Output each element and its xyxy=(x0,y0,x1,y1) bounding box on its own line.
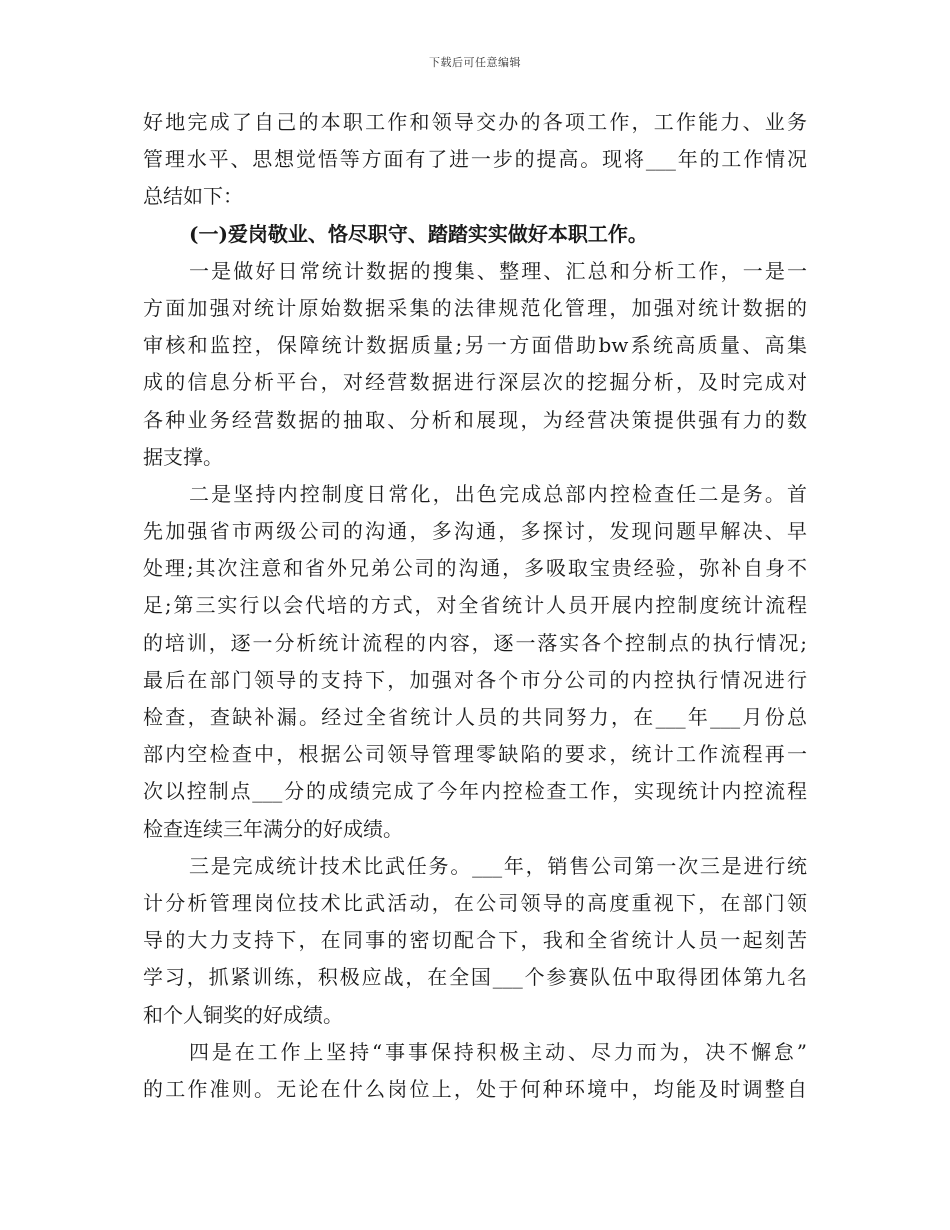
document-body xyxy=(143,104,807,1108)
paragraph-line: 四是在工作上坚持“事事保持积极主动、尽力而为，决不懈怠” xyxy=(189,1039,807,1064)
paragraph-line: 方面加强对统计原始数据采集的法律规范化管理，加强对统计数据的 xyxy=(143,295,807,320)
paragraph-line: 成的信息分析平台，对经营数据进行深层次的挖掘分析，及时完成对 xyxy=(143,370,807,395)
section-heading-line: (一)爱岗敬业、恪尽职守、踏踏实实做好本职工作。 xyxy=(189,221,648,246)
paragraph-line: 各种业务经营数据的抽取、分析和展现，为经营决策提供强有力的数 xyxy=(143,407,807,432)
paragraph-line: 一是做好日常统计数据的搜集、整理、汇总和分析工作，一是一 xyxy=(189,258,807,283)
paragraph-line: 导的大力支持下，在同事的密切配合下，我和全省统计人员一起刻苦 xyxy=(143,928,807,953)
paragraph-line: 学习，抓紧训练，积极应战，在全国___个参赛队伍中取得团体第九名 xyxy=(143,965,807,990)
paragraph-line: 足;第三实行以会代培的方式，对全省统计人员开展内控制度统计流程 xyxy=(143,593,807,618)
page-header: 下载后可任意编辑 xyxy=(429,56,521,69)
paragraph-line: 计分析管理岗位技术比武活动，在公司领导的高度重视下，在部门领 xyxy=(143,890,807,915)
paragraph-line: 好地完成了自己的本职工作和领导交办的各项工作，工作能力、业务 xyxy=(143,110,807,134)
paragraph-line: 部内空检查中，根据公司领导管理零缺陷的要求，统计工作流程再一 xyxy=(143,742,807,767)
paragraph-line: 处理;其次注意和省外兄弟公司的沟通，多吸取宝贵经验，弥补自身不 xyxy=(143,556,807,581)
paragraph-line: 的培训，逐一分析统计流程的内容，逐一落实各个控制点的执行情况; xyxy=(143,630,807,655)
paragraph-line: 二是坚持内控制度日常化，出色完成总部内控检查任二是务。首 xyxy=(189,481,807,506)
paragraph-line: 和个人铜奖的好成绩。 xyxy=(143,1002,343,1027)
paragraph-line: 先加强省市两级公司的沟通，多沟通，多探讨，发现问题早解决、早 xyxy=(143,519,807,544)
paragraph-line: 三是完成统计技术比武任务。___年，销售公司第一次三是进行统 xyxy=(189,853,807,878)
paragraph-line: 审核和监控，保障统计数据质量;另一方面借助bw系统高质量、高集 xyxy=(143,333,807,358)
paragraph-line: 检查，查缺补漏。经过全省统计人员的共同努力，在___年___月份总 xyxy=(143,705,807,729)
paragraph-line: 总结如下： xyxy=(143,184,243,209)
paragraph-line: 最后在部门领导的支持下，加强对各个市分公司的内控执行情况进行 xyxy=(143,667,807,692)
paragraph-line: 次以控制点___分的成绩完成了今年内控检查工作，实现统计内控流程 xyxy=(143,779,807,804)
paragraph-line: 管理水平、思想觉悟等方面有了进一步的提高。现将___年的工作情况 xyxy=(143,147,807,172)
paragraph-line: 检查连续三年满分的好成绩。 xyxy=(143,816,403,841)
paragraph-line: 的工作准则。无论在什么岗位上，处于何种环境中，均能及时调整自 xyxy=(143,1076,807,1101)
paragraph-line: 据支撑。 xyxy=(143,444,223,469)
